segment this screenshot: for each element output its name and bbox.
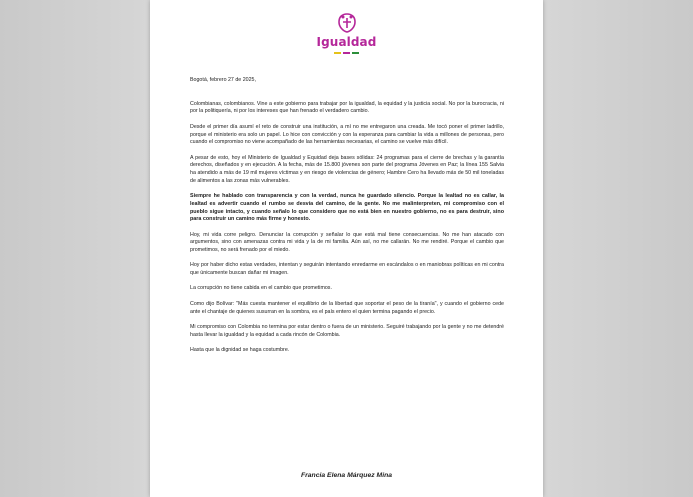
letter-page <box>150 0 543 497</box>
letter-paragraph: Desde el primer día asumí el reto de construir una institución, a mí no me entregaron una creada. Me tocó poner el primer ladrillo, porque el ministerio era solo un papel. Lo hice con convicción y con la esperanza para cambiar la vida a millones de personas, pero cuando el compromiso no viene acompañado de las herramientas necesarias, el camino se vuelve más difícil. <box>190 123 504 146</box>
logo-bar-green <box>352 52 359 54</box>
letter-paragraph: Hasta que la dignidad se haga costumbre. <box>190 347 290 354</box>
ministry-logo <box>150 12 543 54</box>
letter-body <box>190 77 504 362</box>
logo-bar-yellow <box>334 52 341 54</box>
letter-paragraph: Como dijo Bolívar: "Más cuesta mantener el equilibrio de la libertad que soportar el peso de la tiranía", y cuando el gobierno cede ante el chantaje de quienes susurran en la sombra, es el país entero el quien termina pagando el precio. <box>190 300 504 315</box>
background-left <box>0 0 150 497</box>
letter-paragraph: A pesar de esto, hoy el Ministerio de Igualdad y Equidad deja bases sólidas: 24 programas para el cierre de brechas y la garantía derechos, diseñados y en ejecución. A la fecha, más de 15.800 jóvenes son parte del programa Jóvenes en Paz; la línea 155 Salvia ha atendido a más de 19 mil mujeres víctimas y en riesgo de violencias de género; Hambre Cero ha llevado más de 50 mil toneladas de alimentos a las zonas más vulnerables. <box>190 154 504 184</box>
letter-paragraph: Hoy por haber dicho estas verdades, intentan y seguirán intentando enredarme en escándalos o en maniobras políticas en mi contra que únicamente buscan dañar mi imagen. <box>190 262 504 277</box>
logo-text: Igualdad <box>316 35 377 49</box>
letter-paragraph-bold: Siempre he hablado con transparencia y con la verdad, nunca he guardado silencio. Porque la lealtad no es callar, la lealtad es advertir cuando el rumbo se desvía del camino, de la gente. No me malinterpreten, mi compromiso con el pueblo sigue intacto, y cuando señalo lo que considero que no está bien en nuestro gobierno, no es para destruir, sino para construir un camino más firme y honesto. <box>190 193 504 223</box>
letter-paragraph: Colombianas, colombianos. Vine a este gobierno para trabajar por la igualdad, la equidad y la justicia social. No por la burocracia, ni por la politiquería, ni por los intereses que han frenado el verdadero cambio. <box>190 100 504 115</box>
logo-color-bar <box>150 52 543 54</box>
letter-paragraph: Hoy, mi vida corre peligro. Denunciar la corrupción y señalar lo que está mal tiene consecuencias. No me han atacado con argumentos, sino con amenazas contra mi vida y la de mi familia. Aún así, no me callarán. No me rendiré. Porque el cambio que prometimos, no será frenado por el miedo. <box>190 231 504 253</box>
logo-bar-magenta <box>343 52 350 54</box>
seal-icon <box>335 12 359 34</box>
signature: Francia Elena Márquez Mina <box>300 472 393 479</box>
letter-date: Bogotá, febrero 27 de 2025, <box>190 77 256 83</box>
background-right <box>543 0 693 497</box>
letter-paragraph: La corrupción no tiene cabida en el cambio que prometimos. <box>190 285 332 292</box>
letter-paragraph: Mi compromiso con Colombia no termina por estar dentro o fuera de un ministerio. Seguiré trabajando por la gente y no me detendré hasta llevar la igualdad y la equidad a cada rincón de Colombia. <box>190 323 504 338</box>
